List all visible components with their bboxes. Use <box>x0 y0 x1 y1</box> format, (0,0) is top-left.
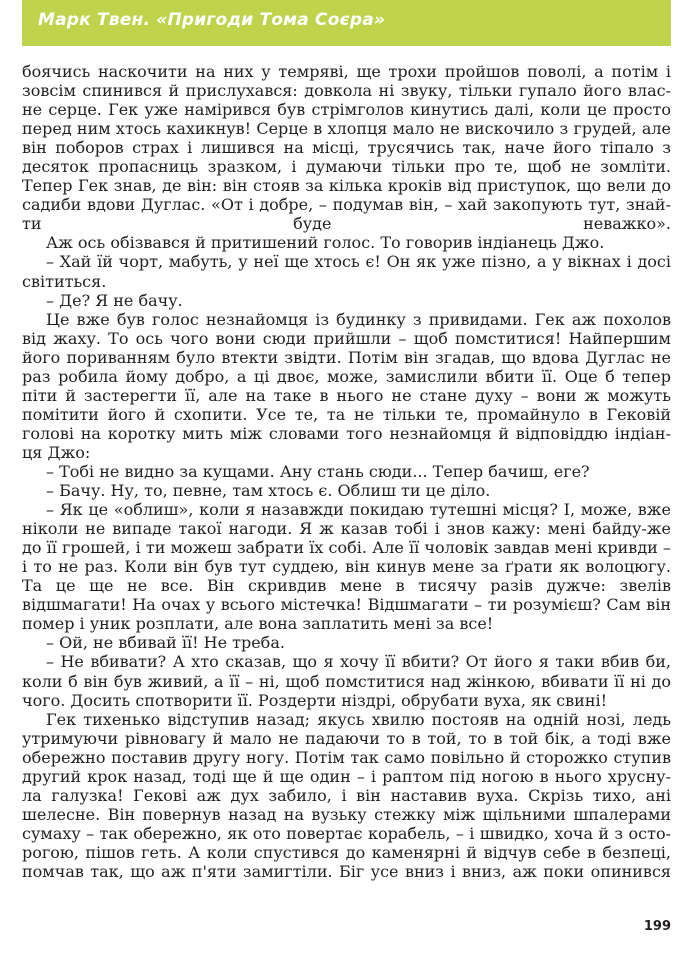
paragraph: Це вже був голос незнайомця із будинку з привидами. Гек аж похолов від жаху. То ось чого вони сюди прийшли – щоб помститися! Найпершим його пориванням було втекти звідти. Потім він згадав, що вдова Дуглас не раз робила йому добро, а ці двоє, може, замислили вбити її. Оце б тепер піти й застерегти її, але на таке в нього не стане духу – вони ж можуть помітити його й схопити. Усе те, та не тільки те, промайнуло в Гековій голові на коротку мить між словами того незнайомця й відповіддю індіан-ця Джо: <box>22 309 671 462</box>
paragraph: – Хай їй чорт, мабуть, у неї ще хтось є! Он як уже пізно, а у вікнах і досі світиться. <box>22 252 671 291</box>
paragraph: – Бачу. Ну, то, певне, там хтось є. Облиш ти це діло. <box>46 481 491 501</box>
paragraph: – Тобі не видно за кущами. Ану стань сюди... Тепер бачиш, еге? <box>46 461 590 481</box>
paragraph: Гек тихенько відступив назад; якусь хвилю постояв на одній нозі, ледь утримуючи рівновагу й мало не падаючи то в той, то в той бік, а тоді вже обережно поставив другу ногу. Потім так само повільно й сторожко ступив другий крок назад, тоді ще й ще один – і раптом під ногою в нього хрусну-ла галузка! Гекові аж дух забило, і він наставив вуха. Скрізь тихо, ані шелесне. Він повернув назад на вузьку стежку між щільними шпалерами сумаху – так обережно, як ото повертає корабель, – і швидко, хоча й з осто-рогою, пішов геть. А коли спустився до каменярні й відчув себе в безпеці, помчав так, що аж п'яти замигтіли. Біг усе вниз і вниз, аж поки опинився <box>22 709 671 881</box>
paragraph: – Як це «облиш», коли я назавжди покидаю тутешні місця? І, може, вже ніколи не випаде такої нагоди. Я ж казав тобі і знов кажу: мені байду-же до її грошей, і ти можеш забрати їх собі. Але її чоловік завдав мені кривди – і то не раз. Коли він був тут суддею, він кинув мене за ґрати як волоцюгу. Та це ще не все. Він скривдив мене в тисячу разів дужче: звелів відшмагати! На очах у всього містечка! Відшмагати – ти розумієш? Сам він помер і уник розплати, але вона заплатить мені за все! <box>22 500 671 634</box>
header-title: Марк Твен. «Пригоди Тома Соєра» <box>38 10 386 30</box>
page-number: 199 <box>643 919 671 934</box>
body-text <box>22 62 671 881</box>
paragraph: Аж ось обізвався й притишений голос. То говорив індіанець Джо. <box>46 233 605 253</box>
running-header <box>22 0 671 46</box>
paragraph: – Ой, не вбивай її! Не треба. <box>46 633 285 653</box>
paragraph: – Де? Я не бачу. <box>46 290 183 310</box>
paragraph: – Не вбивати? А хто сказав, що я хочу її вбити? От його я таки вбив би, коли б він був живий, а її – ні, щоб помститися над жінкою, вбивати її ні до чого. Досить спотворити її. Роздерти ніздрі, обрубати вуха, як свині! <box>22 652 671 710</box>
paragraph: боячись наскочити на них у темряві, ще трохи пройшов поволі, а потім і зовсім спинився й прислухався: довкола ні звуку, тільки гупало його влас-не серце. Гек уже намірився був стрімголов кинутись далі, коли це просто перед ним хтось кахикнув! Серце в хлопця мало не вискочило з грудей, але він поборов страх і лишився на місці, трусячись так, наче його тіпало з десяток пропасниць зразком, і думаючи тільки про те, щоб не зомліти. Тепер Гек знав, де він: він стояв за кілька кроків від приступок, що вели до садиби вдови Дуглас. «От і добре, – подумав він, – хай закопують тут, знай-ти буде неважко». <box>22 62 671 234</box>
